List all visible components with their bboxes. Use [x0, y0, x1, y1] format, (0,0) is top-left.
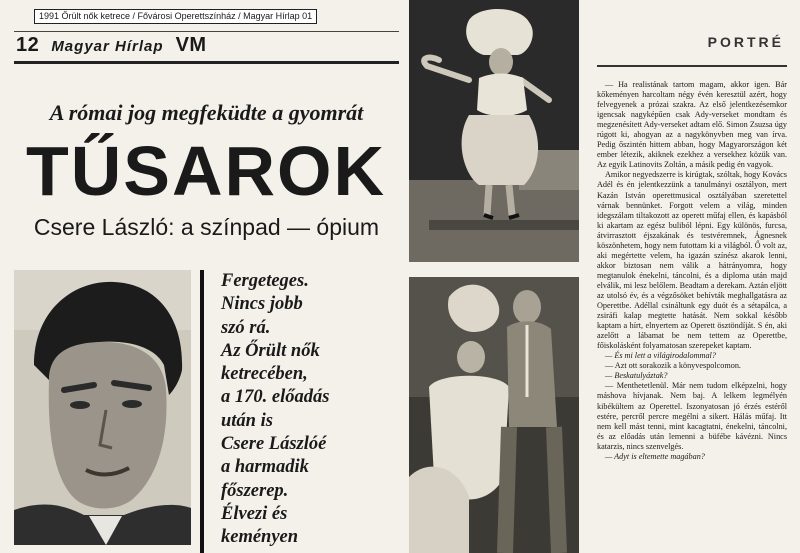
masthead-rule — [14, 61, 399, 64]
paper-name: Magyar Hírlap — [51, 38, 164, 55]
article-kicker: A római jog megfeküdte a gyomrát — [49, 100, 364, 125]
section-code: VM — [175, 34, 207, 56]
lead-line: főszerep. — [221, 480, 289, 501]
body-paragraph: — Menthetetlenül. Már nem tudom elképzelni, hogy máshova hívjanak. Nem baj. A lelkem legmélyén kibékültem az Operettel. Iszonyatosan jó érzés estéről estére, percről percre megélni a sikert. Hálás műfaj. Itt nem kell mást tenni, mint kacagtatni, énekelni, táncolni, és az előadás után lemenni a büfébe kávézni. Nincs katarzis, nincs szenvelgés. — [597, 381, 787, 451]
lead-line: Nincs jobb — [221, 294, 303, 315]
lead-line: ketrecében, — [221, 364, 308, 385]
stage-photo-showgirl — [409, 0, 579, 262]
body-paragraph: Amikor negyedszerre is kirúgtak, szóltak, hogy Kovács Adél és én jelentkezzünk a tanulmányi osztályon, mert Kazán István operettmusical osztályában szeretettel várnak bennünket. Forgott velem a világ, minden idegszálam tiltakozott az operett műfaj ellen, és kapásból ki akartam az egész buliból lépni. Egy különös, furcsa, átvirrasztott éjszakának és testvéremnek, Ágnesnek köszönhetem, hogy nem futottam ki a világból. Ő volt az, aki megértette velem, ha igazán színész akarok lenni, akkor biztosan nem válik a hátrányomra, hogy megtanulok énekelni, táncolni, és a diploma után majd elválik, mi lesz belőlem. Beadtam a derekam. Aztán eljött az utolsó év, és a végzősöket behívták meghallgatásra az Operettbe. Adéllal csináltunk egy duót és a sétapálca, a zsiráfi kalap megtette hatását. Nem sokkal később kaptam a hírt, elnyertem az Operett ösztöndíját. S én, aki azelőtt a lábamat be nem tettem az Operettbe, főiskolásként folyamatosan szerepeket kaptam. — [597, 170, 787, 351]
lead-line: a 170. előadás — [221, 387, 330, 408]
archive-caption: 1991 Őrült nők ketrece / Fővárosi Operettszínház / Magyar Hírlap 01 — [34, 9, 317, 24]
lead-divider — [200, 270, 204, 553]
stage-photo-duo — [409, 277, 579, 553]
interview-question: — És mi lett a világirodalommal? — [605, 351, 716, 361]
header-rule-top — [14, 31, 399, 32]
lead-line: Az Őrült nők — [221, 340, 320, 361]
interview-question: — Adyt is eltemette magában? — [605, 451, 705, 461]
lead-paragraph — [221, 270, 401, 550]
lead-line: Csere Lászlóé — [221, 434, 327, 455]
lead-line: Fergeteges. — [221, 271, 309, 291]
lead-line: után is — [221, 410, 273, 431]
interview-question: — Beskatulyáztak? — [605, 371, 668, 381]
body-paragraph: — Azt ott sorakozik a könyvespolcomon. — [605, 361, 741, 371]
body-paragraph: — Ha realistának tartom magam, akkor igen. Bár kőkeményen harcoltam négy évén keresztül azért, hogy felvegyenek a prózai szakra. Az első jelentkezésemkor igencsak nagyképűen csak Ady-verseket mondtam és megzenésített Ady-verseket adtam elő. Simon Zsuzsa úgy rúgott ki, ahogyan az a nagykönyvben meg van írva. Pedig őszintén hittem abban, hogy Magyarországon két ember létezik, akiknek ezekhez a versekhez közük van. Az egyik Latinovits Zoltán, a másik pedig én vagyok. — [597, 80, 787, 170]
section-rule — [597, 65, 787, 67]
lead-line: a harmadik — [221, 457, 309, 478]
lead-line: keményen — [221, 527, 299, 548]
article-title: TŰSAROK — [25, 132, 387, 210]
section-label: PORTRÉ — [707, 34, 784, 50]
article-body — [597, 80, 787, 462]
portrait-photo — [14, 270, 191, 545]
lead-line: Élvezi és — [221, 503, 288, 524]
lead-line: szó rá. — [221, 317, 271, 338]
page-number: 12 — [16, 34, 40, 56]
article-subtitle: Csere László: a színpad — ópium — [33, 214, 380, 240]
masthead — [16, 33, 207, 59]
